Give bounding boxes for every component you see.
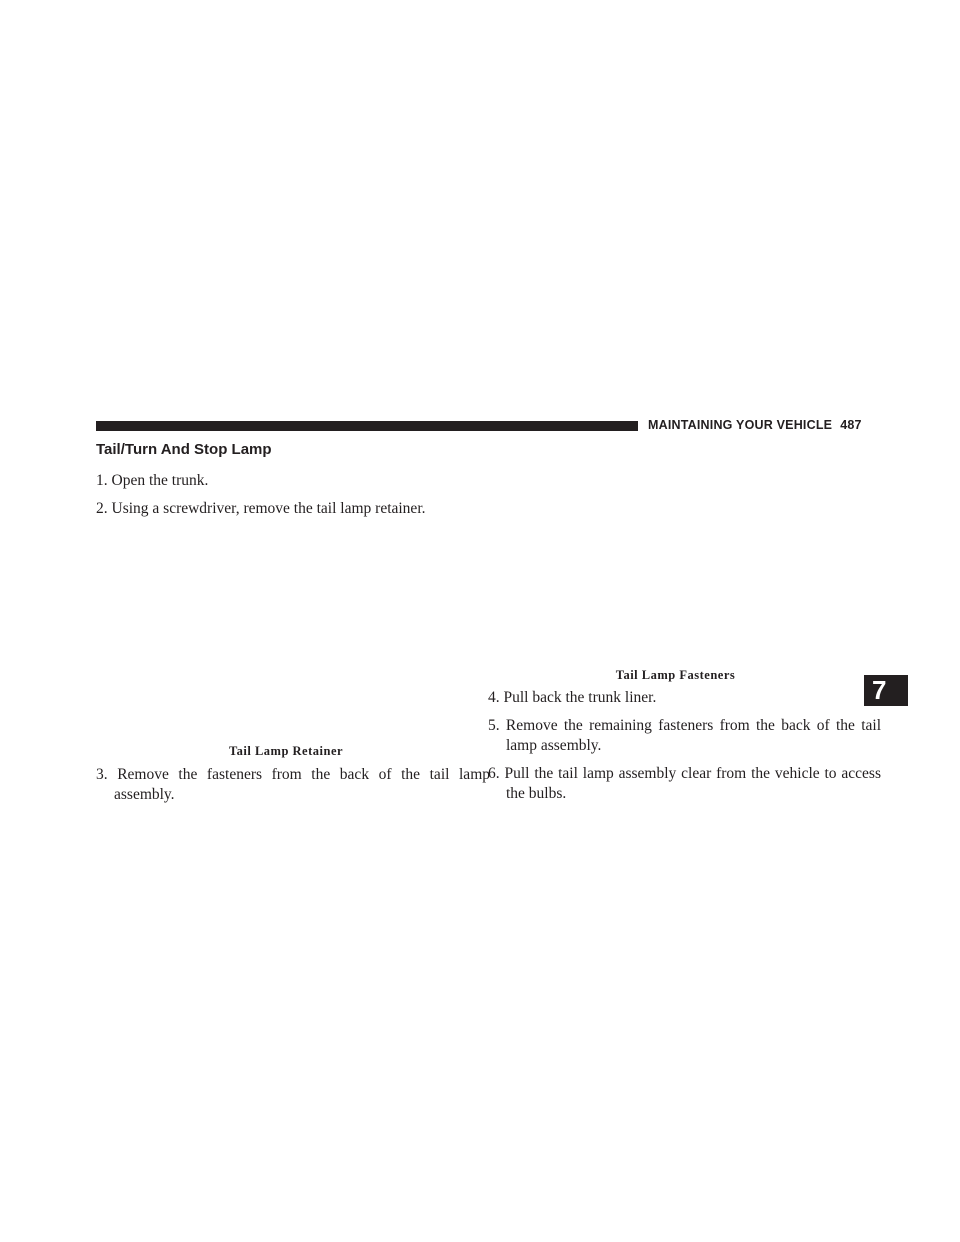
- figure-caption-retainer: Tail Lamp Retainer: [228, 744, 344, 758]
- page-number: 487: [840, 418, 862, 432]
- section-heading: Tail/Turn And Stop Lamp: [96, 441, 272, 458]
- step-4: 4. Pull back the trunk liner.: [488, 689, 657, 706]
- step-2: 2. Using a screwdriver, remove the tail lamp retainer.: [96, 500, 426, 517]
- figure-tail-lamp-fasteners: [488, 445, 863, 660]
- header-title: MAINTAINING YOUR VEHICLE: [648, 418, 833, 432]
- step-3: 3. Remove the fasteners from the back of the tail lamp assembly.: [96, 766, 490, 803]
- running-header: [648, 418, 862, 432]
- step-5: 5. Remove the remaining fasteners from the back of the tail lamp assembly.: [488, 717, 881, 754]
- header-rule: [96, 421, 638, 431]
- figure-tail-lamp-retainer: [96, 530, 471, 735]
- chapter-tab: 7: [864, 675, 908, 706]
- step-1: 1. Open the trunk.: [96, 472, 209, 489]
- figure-caption-fasteners: Tail Lamp Fasteners: [615, 668, 736, 682]
- step-6: 6. Pull the tail lamp assembly clear from the vehicle to access the bulbs.: [488, 765, 881, 802]
